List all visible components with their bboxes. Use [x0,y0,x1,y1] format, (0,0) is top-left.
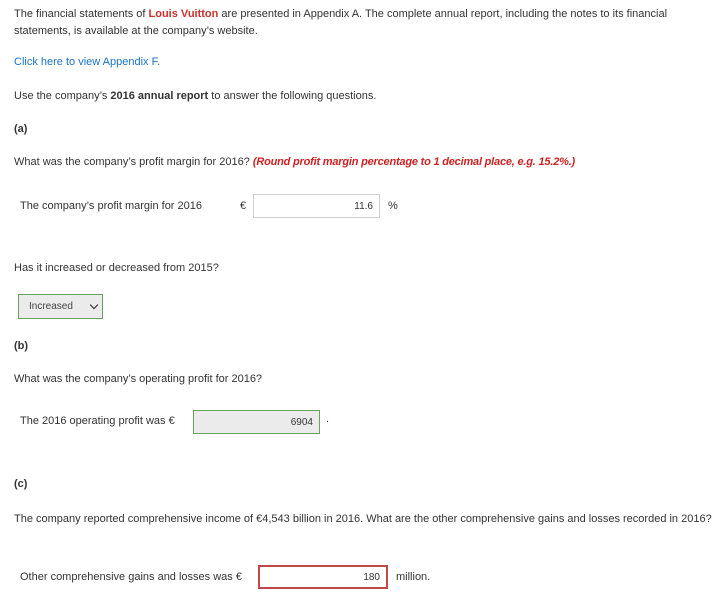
part-c-question: The company reported comprehensive income of €4,543 billion in 2016. What are the other comprehensive gains and losses recorded in 2016? [14,513,712,525]
operating-profit-period: . [326,413,330,425]
intro-text-after: are presented in Appendix A. The complete annual report, including the notes to its financial statements, is available at the company’s website. [14,8,668,37]
instructions-after: to answer the following questions. [208,90,377,102]
appendix-link[interactable]: Click here to view Appendix F. [14,56,161,68]
part-a-question-text: What was the company’s profit margin for 2016? [14,156,253,168]
rounding-instruction: (Round profit margin percentage to 1 decimal place, e.g. 15.2%.) [252,156,576,168]
profit-margin-label: The company’s profit margin for 2016 [20,200,202,212]
part-b-label: (b) [14,340,29,352]
comprehensive-input[interactable] [258,565,388,589]
instructions-bold: 2016 annual report [110,90,209,102]
comprehensive-label: Other comprehensive gains and losses was € [20,571,242,583]
chevron-down-icon [90,301,98,309]
currency-symbol: € [240,200,247,212]
instructions-line [14,90,376,102]
part-a-label: (a) [14,123,28,135]
instructions-before: Use the company’s [14,90,111,102]
increase-decrease-select[interactable] [18,294,103,319]
percent-unit: % [388,200,398,212]
intro-paragraph [14,6,714,40]
part-b-question: What was the company’s operating profit for 2016? [14,373,263,385]
million-unit: million. [396,571,431,583]
intro-text-before: The financial statements of [14,8,149,20]
profit-margin-input[interactable] [253,194,380,218]
part-a-question [14,156,575,168]
operating-profit-label: The 2016 operating profit was € [20,415,175,427]
operating-profit-input[interactable] [193,410,320,434]
part-c-label: (c) [14,478,28,490]
select-value: Increased [29,301,73,312]
followup-question: Has it increased or decreased from 2015? [14,262,219,274]
company-name: Louis Vuitton [148,8,219,20]
